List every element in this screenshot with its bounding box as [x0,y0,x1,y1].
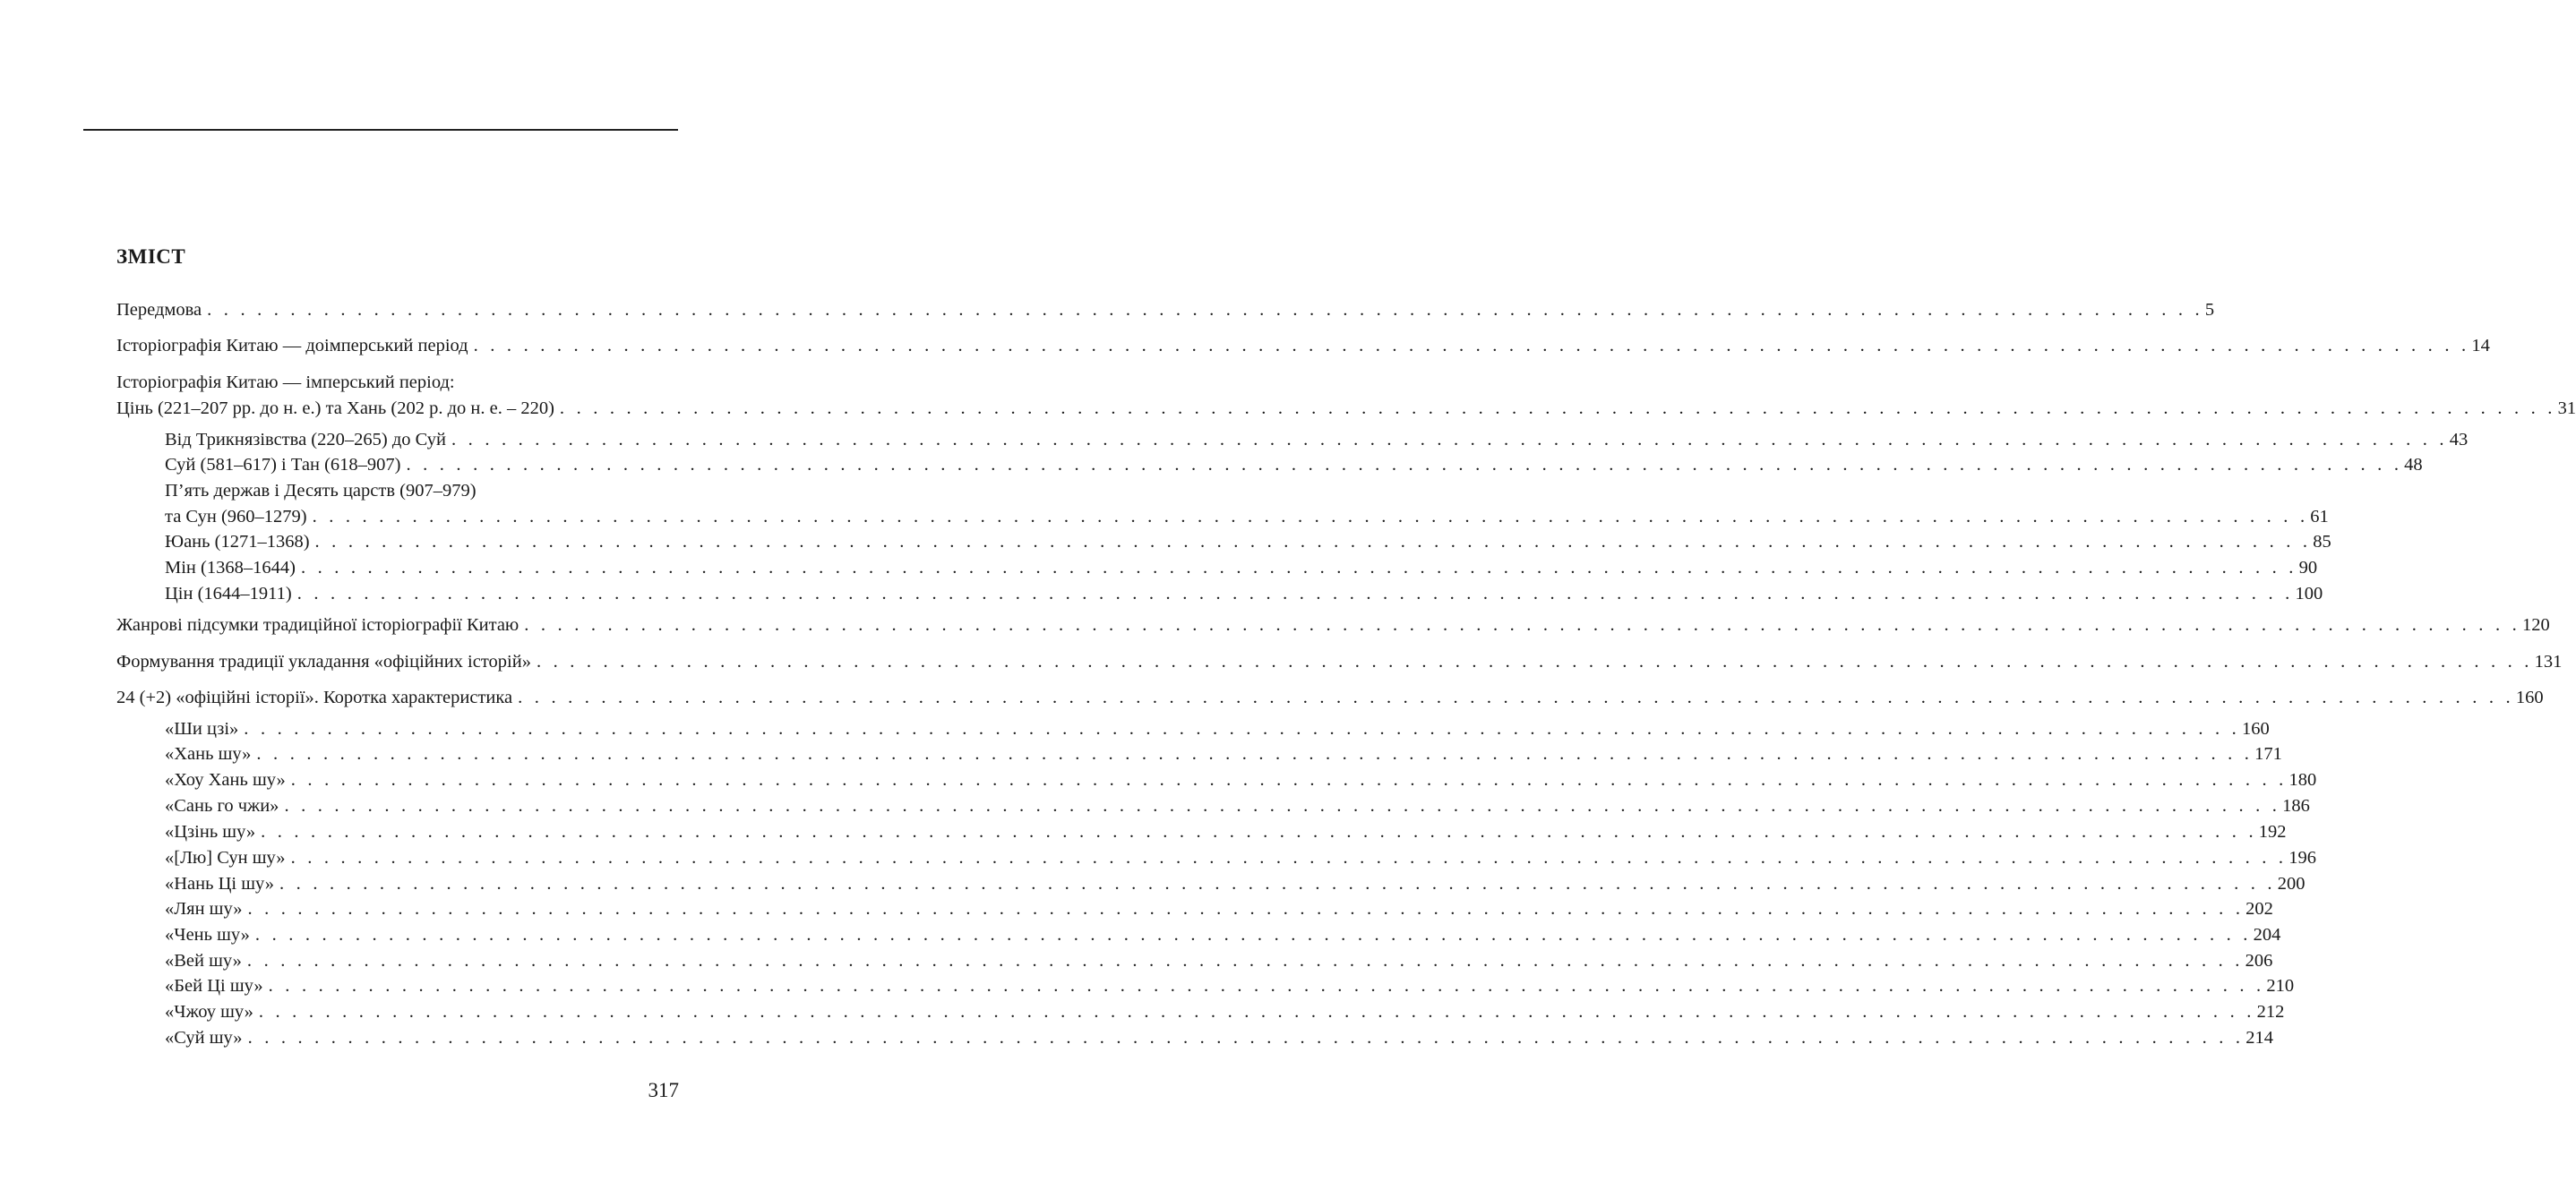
toc-entry[interactable] [165,819,2287,844]
toc-entry[interactable] [165,478,676,503]
dot-leader: . . . . . . . . . . . . . . . . . . . . . . . . . . . . . . . . . . . . . . . . . . . . . . . . . . . . . . . . . . . . . . . . . . . . . . . . . . . . . . . . . . . . . . . . . . . . . . . . . . . . . . . . . . . . . . . . . . . . . . . . [254,925,2252,945]
dot-leader: . . . . . . . . . . . . . . . . . . . . . . . . . . . . . . . . . . . . . . . . . . . . . . . . . . . . . . . . . . . . . . . . . . . . . . . . . . . . . . . . . . . . . . . . . . . . . . . . . . . . . . . . . . . . . . . . . . . . . . . . [314,532,2312,552]
dot-leader: . . . . . . . . . . . . . . . . . . . . . . . . . . . . . . . . . . . . . . . . . . . . . . . . . . . . . . . . . . . . . . . . . . . . . . . . . . . . . . . . . . . . . . . . . . . . . . . . . . . . . . . . . . . . . . . . . . . . . . . . [473,336,2470,355]
toc-entry[interactable] [165,767,2317,792]
dot-leader: . . . . . . . . . . . . . . . . . . . . . . . . . . . . . . . . . . . . . . . . . . . . . . . . . . . . . . . . . . . . . . . . . . . . . . . . . . . . . . . . . . . . . . . . . . . . . . . . . . . . . . . . . . . . . . . . . . . . . . . . [290,770,2288,790]
toc-entry-title: Передмова [116,300,202,320]
toc-entry[interactable] [165,793,2310,818]
toc-entry-page: 180 [2288,770,2317,790]
toc-entry-title: «Чжоу шу» [165,1002,253,1022]
dot-leader: . . . . . . . . . . . . . . . . . . . . . . . . . . . . . . . . . . . . . . . . . . . . . . . . . . . . . . . . . . . . . . . . . . . . . . . . . . . . . . . . . . . . . . . . . . . . . . . . . . . . . . . . . . . . . . . . . . . . . . . . [451,430,2448,449]
dot-leader: . . . . . . . . . . . . . . . . . . . . . . . . . . . . . . . . . . . . . . . . . . . . . . . . . . . . . . . . . . . . . . . . . . . . . . . . . . . . . . . . . . . . . . . . . . . . . . . . . . . . . . . . . . . . . . . . . . . . . . . . [246,951,2244,971]
toc-entry-page: 212 [2256,1002,2285,1022]
toc-entry[interactable] [165,1025,2273,1050]
toc-entry-title: Суй (581–617) і Тан (618–907) [165,455,401,475]
dot-leader: . . . . . . . . . . . . . . . . . . . . . . . . . . . . . . . . . . . . . . . . . . . . . . . . . . . . . . . . . . . . . . . . . . . . . . . . . . . . . . . . . . . . . . . . . . . . . . . . . . . . . . . . . . . . . . . . . . . . . . . . [296,584,2294,604]
toc-entry[interactable] [165,529,2331,554]
toc-entry-page: 120 [2521,615,2550,635]
dot-leader: . . . . . . . . . . . . . . . . . . . . . . . . . . . . . . . . . . . . . . . . . . . . . . . . . . . . . . . . . . . . . . . . . . . . . . . . . . . . . . . . . . . . . . . . . . . . . . . . . . . . . . . . . . . . . . . . . . . . . . . . [524,615,2520,635]
toc-entry[interactable] [116,685,2544,710]
dot-leader: . . . . . . . . . . . . . . . . . . . . . . . . . . . . . . . . . . . . . . . . . . . . . . . . . . . . . . . . . . . . . . . . . . . . . . . . . . . . . . . . . . . . . . . . . . . . . . . . . . . . . . . . . . . . . . . . . . . . . . . . [536,652,2533,672]
toc-entry-continuation[interactable] [165,504,2329,529]
page-number: 317 [648,1079,679,1101]
dot-leader: . . . . . . . . . . . . . . . . . . . . . . . . . . . . . . . . . . . . . . . . . . . . . . . . . . . . . . . . . . . . . . . . . . . . . . . . . . . . . . . . . . . . . . . . . . . . . . . . . . . . . . . . . . . . . . . . . . . . . . . . [300,558,2297,578]
toc-entry-title: Юань (1271–1368) [165,532,310,552]
toc-entry-title: Формування традиції укладання «офіційних історій» [116,652,531,672]
dot-leader: . . . . . . . . . . . . . . . . . . . . . . . . . . . . . . . . . . . . . . . . . . . . . . . . . . . . . . . . . . . . . . . . . . . . . . . . . . . . . . . . . . . . . . . . . . . . . . . . . . . . . . . . . . . . . . . . . . . . . . . . [261,822,2257,842]
toc-entry-page: 5 [2204,300,2215,320]
toc-entry[interactable] [116,370,676,395]
dot-leader: . . . . . . . . . . . . . . . . . . . . . . . . . . . . . . . . . . . . . . . . . . . . . . . . . . . . . . . . . . . . . . . . . . . . . . . . . . . . . . . . . . . . . . . . . . . . . . . . . . . . . . . . . . . . . . . . . . . . . . . . [279,874,2276,894]
toc-entry[interactable] [165,555,2318,580]
dot-leader: . . . . . . . . . . . . . . . . . . . . . . . . . . . . . . . . . . . . . . . . . . . . . . . . . . . . . . . . . . . . . . . . . . . . . . . . . . . . . . . . . . . . . . . . . . . . . . . . . . . . . . . . . . . . . . . . . . . . . . . . [518,688,2514,707]
toc-entry-title: «Нань Ці шу» [165,874,275,894]
dot-leader: . . . . . . . . . . . . . . . . . . . . . . . . . . . . . . . . . . . . . . . . . . . . . . . . . . . . . . . . . . . . . . . . . . . . . . . . . . . . . . . . . . . . . . . . . . . . . . . . . . . . . . . . . . . . . . . . . . . . . . . . [559,398,2556,418]
toc-entry[interactable] [165,581,2323,606]
toc-entry-title: «Хоу Хань шу» [165,770,286,790]
toc-entry-title: «Бей Ці шу» [165,976,263,996]
toc-entry-title: «Ши цзі» [165,719,239,739]
toc-entry-page: 43 [2449,430,2469,449]
toc-entry-title: «Лян шу» [165,899,243,919]
toc-entry-title: Від Трикнязівства (220–265) до Суй [165,430,447,449]
dot-leader: . . . . . . . . . . . . . . . . . . . . . . . . . . . . . . . . . . . . . . . . . . . . . . . . . . . . . . . . . . . . . . . . . . . . . . . . . . . . . . . . . . . . . . . . . . . . . . . . . . . . . . . . . . . . . . . . . . . . . . . . [284,796,2281,816]
toc-entry-title: та Сун (960–1279) [165,507,307,527]
dot-leader: . . . . . . . . . . . . . . . . . . . . . . . . . . . . . . . . . . . . . . . . . . . . . . . . . . . . . . . . . . . . . . . . . . . . . . . . . . . . . . . . . . . . . . . . . . . . . . . . . . . . . . . . . . . . . . . . . . . . . . . . [207,300,2203,320]
toc-entry-page: 160 [2515,688,2544,707]
toc-entry[interactable] [165,427,2469,452]
toc-entry-page: 196 [2288,848,2316,868]
toc-entry-page: 131 [2534,652,2563,672]
dot-leader: . . . . . . . . . . . . . . . . . . . . . . . . . . . . . . . . . . . . . . . . . . . . . . . . . . . . . . . . . . . . . . . . . . . . . . . . . . . . . . . . . . . . . . . . . . . . . . . . . . . . . . . . . . . . . . . . . . . . . . . . [247,1028,2245,1048]
dot-leader: . . . . . . . . . . . . . . . . . . . . . . . . . . . . . . . . . . . . . . . . . . . . . . . . . . . . . . . . . . . . . . . . . . . . . . . . . . . . . . . . . . . . . . . . . . . . . . . . . . . . . . . . . . . . . . . . . . . . . . . . [256,744,2254,764]
toc-entry[interactable] [116,333,2490,358]
toc-entry[interactable] [165,896,2273,921]
toc-entry-title: Мін (1368–1644) [165,558,296,578]
dot-leader: . . . . . . . . . . . . . . . . . . . . . . . . . . . . . . . . . . . . . . . . . . . . . . . . . . . . . . . . . . . . . . . . . . . . . . . . . . . . . . . . . . . . . . . . . . . . . . . . . . . . . . . . . . . . . . . . . . . . . . . . [244,719,2240,739]
dot-leader: . . . . . . . . . . . . . . . . . . . . . . . . . . . . . . . . . . . . . . . . . . . . . . . . . . . . . . . . . . . . . . . . . . . . . . . . . . . . . . . . . . . . . . . . . . . . . . . . . . . . . . . . . . . . . . . . . . . . . . . . [247,899,2245,919]
toc-entry-page: 85 [2313,532,2331,552]
toc-entry-title: «Хань шу» [165,744,252,764]
toc-entry-title: «Чень шу» [165,925,250,945]
page-title: ЗМІСТ [116,245,186,268]
toc-entry[interactable] [165,741,2282,766]
toc-entry-title: П’ять держав і Десять царств (907–979) [165,481,477,501]
toc-entry-title: «Вей шу» [165,951,242,971]
toc-entry[interactable] [165,452,2423,477]
toc-entry-page: 90 [2298,558,2318,578]
dot-leader: . . . . . . . . . . . . . . . . . . . . . . . . . . . . . . . . . . . . . . . . . . . . . . . . . . . . . . . . . . . . . . . . . . . . . . . . . . . . . . . . . . . . . . . . . . . . . . . . . . . . . . . . . . . . . . . . . . . . . . . . [268,976,2265,996]
toc-entry[interactable] [165,716,2270,741]
dot-leader: . . . . . . . . . . . . . . . . . . . . . . . . . . . . . . . . . . . . . . . . . . . . . . . . . . . . . . . . . . . . . . . . . . . . . . . . . . . . . . . . . . . . . . . . . . . . . . . . . . . . . . . . . . . . . . . . . . . . . . . . [290,848,2288,868]
toc-entry-page: 31 [2557,398,2576,418]
toc-entry[interactable] [165,871,2306,896]
toc-entry-page: 192 [2258,822,2287,842]
toc-entry[interactable] [165,999,2285,1024]
toc-entry-page: 186 [2282,796,2310,816]
toc-entry-title: «[Лю] Сун шу» [165,848,286,868]
toc-entry-page: 160 [2241,719,2270,739]
toc-entry[interactable] [165,948,2273,973]
toc-entry-title: Історіографія Китаю — імперський період: [116,372,455,392]
toc-entry-page: 214 [2245,1028,2273,1048]
toc-entry[interactable] [165,922,2281,947]
toc-entry-page: 171 [2254,744,2282,764]
header-rule [83,129,678,131]
dot-leader: . . . . . . . . . . . . . . . . . . . . . . . . . . . . . . . . . . . . . . . . . . . . . . . . . . . . . . . . . . . . . . . . . . . . . . . . . . . . . . . . . . . . . . . . . . . . . . . . . . . . . . . . . . . . . . . . . . . . . . . . [258,1002,2255,1022]
toc-entry-page: 100 [2295,584,2323,604]
dot-leader: . . . . . . . . . . . . . . . . . . . . . . . . . . . . . . . . . . . . . . . . . . . . . . . . . . . . . . . . . . . . . . . . . . . . . . . . . . . . . . . . . . . . . . . . . . . . . . . . . . . . . . . . . . . . . . . . . . . . . . . . [312,507,2309,527]
toc-entry-title: «Суй шу» [165,1028,243,1048]
toc-entry-page: 204 [2253,925,2281,945]
toc-entry-title: Жанрові підсумки традиційної історіографії Китаю [116,615,519,635]
toc-entry-page: 48 [2404,455,2423,475]
toc-entry-page: 61 [2310,507,2329,527]
toc-entry[interactable] [116,612,2550,638]
toc-entry-continuation[interactable] [116,396,2576,421]
toc-entry-page: 202 [2245,899,2273,919]
toc-entry[interactable] [165,973,2295,998]
toc-entry-title: «Цзінь шу» [165,822,256,842]
toc-entry[interactable] [116,649,2563,674]
toc-entry-title: «Сань го чжи» [165,796,279,816]
toc-entry[interactable] [116,297,2215,322]
toc-entry[interactable] [165,845,2316,870]
toc-entry-page: 14 [2471,336,2490,355]
toc-entry-title: Цін (1644–1911) [165,584,292,604]
toc-entry-page: 210 [2266,976,2295,996]
dot-leader: . . . . . . . . . . . . . . . . . . . . . . . . . . . . . . . . . . . . . . . . . . . . . . . . . . . . . . . . . . . . . . . . . . . . . . . . . . . . . . . . . . . . . . . . . . . . . . . . . . . . . . . . . . . . . . . . . . . . . . . . [406,455,2403,475]
toc-entry-page: 200 [2277,874,2306,894]
toc-entry-page: 206 [2245,951,2273,971]
toc-entry-title: Історіографія Китаю — доімперський період [116,336,468,355]
toc-entry-title: 24 (+2) «офіційні історії». Коротка характеристика [116,688,513,707]
toc-entry-title: Цінь (221–207 рр. до н. е.) та Хань (202 р. до н. е. – 220) [116,398,554,418]
